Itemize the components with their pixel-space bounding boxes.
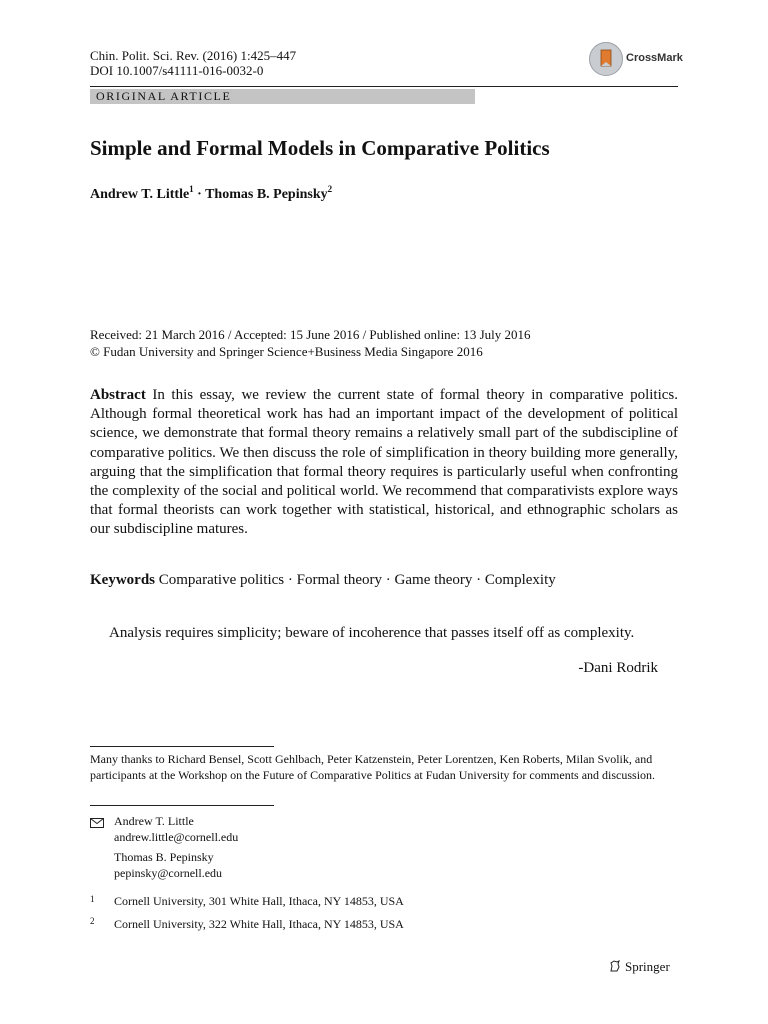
affiliation: Cornell University, 322 White Hall, Ithaca, NY 14853, USA (114, 917, 404, 931)
publisher-name: Springer (625, 959, 670, 974)
springer-horse-icon (608, 959, 622, 973)
copyright-notice: © Fudan University and Springer Science+Business Media Singapore 2016 (90, 344, 483, 359)
doi-link[interactable]: DOI 10.1007/s41111-016-0032-0 (90, 63, 264, 78)
keywords-label: Keywords (90, 572, 155, 588)
epigraph-author: -Dani Rodrik (578, 660, 658, 676)
abstract-text: In this essay, we review the current state of formal theory in comparative politics. Although formal theoretical work has had an important impact of the development of political science, we demonstrate that formal theory remains a relatively small part of the subdiscipline of comparative politics. We then discuss the role of simplification in theory building more generally, arguing that the simplification that formal theory requires is particularly useful when confronting the complexity of the social and political world. We recommend that comparativists explore ways that formal theorists can work together with statistical, historical, and ethnographic scholars as our subdiscipline matures. (90, 387, 678, 538)
author-separator: · (197, 187, 202, 202)
abstract-label: Abstract (90, 387, 146, 403)
author-name[interactable]: Andrew T. Little (90, 187, 190, 202)
author-list (90, 184, 332, 203)
affiliation-number: 1 (90, 894, 95, 904)
footnote-rule (90, 746, 274, 747)
crossmark-badge[interactable] (589, 42, 689, 76)
paper-title: Simple and Formal Models in Comparative Politics (90, 136, 550, 160)
abstract (90, 386, 678, 540)
contact-block (114, 850, 222, 881)
epigraph-quote: Analysis requires simplicity; beware of incoherence that passes itself off as complexity. (109, 625, 635, 641)
publication-dates: Received: 21 March 2016 / Accepted: 15 June 2016 / Published online: 13 July 2016 (90, 327, 531, 342)
contact-block (114, 814, 238, 845)
author-name[interactable]: Thomas B. Pepinsky (205, 187, 328, 202)
affiliation-number: 2 (90, 916, 95, 926)
envelope-icon (90, 815, 104, 825)
author-affil-marker: 2 (327, 184, 333, 194)
contact-name: Thomas B. Pepinsky (114, 850, 214, 864)
keywords (90, 572, 556, 589)
journal-citation: Chin. Polit. Sci. Rev. (2016) 1:425–447 (90, 48, 297, 63)
keywords-text: Comparative politics · Formal theory · Game theory · Complexity (158, 572, 556, 588)
crossmark-icon (589, 42, 623, 76)
crossmark-label: CrossMark (626, 52, 683, 64)
correspondence-rule (90, 805, 274, 806)
article-type-band: ORIGINAL ARTICLE (90, 89, 475, 104)
acknowledgement-footnote: Many thanks to Richard Bensel, Scott Gehlbach, Peter Katzenstein, Peter Lorentzen, Ken Roberts, Milan Svolik, and participants at the Workshop on the Future of Comparative Politics at Fudan University for comments and discussion. (90, 752, 656, 782)
author-affil-marker: 1 (189, 184, 194, 194)
affiliation: Cornell University, 301 White Hall, Ithaca, NY 14853, USA (114, 894, 404, 908)
contact-email[interactable]: andrew.little@cornell.edu (114, 829, 239, 844)
contact-name: Andrew T. Little (114, 814, 194, 828)
contact-email[interactable]: pepinsky@cornell.edu (114, 865, 223, 880)
publisher-logo (608, 959, 670, 977)
header-rule (90, 86, 678, 87)
